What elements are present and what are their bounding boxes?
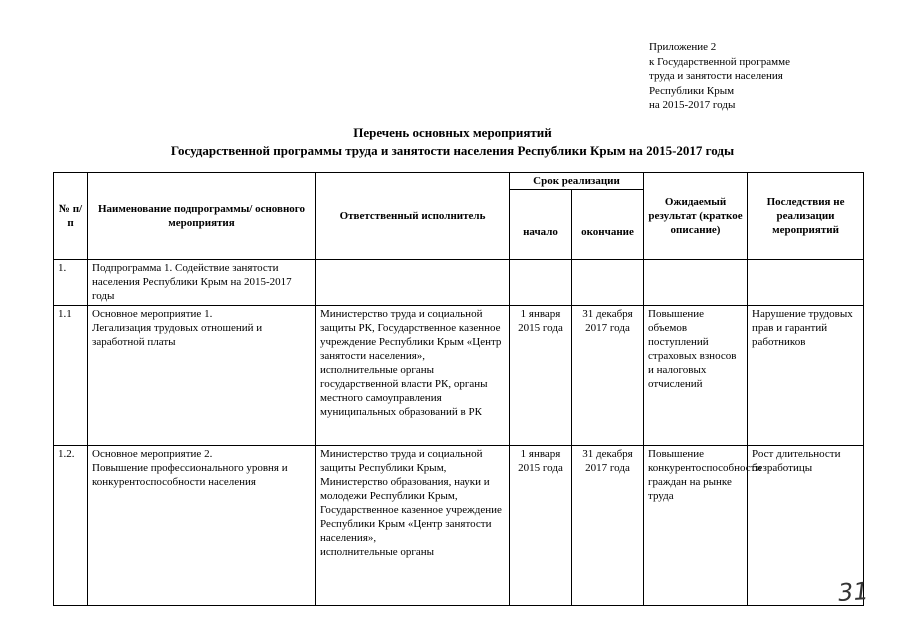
appendix-line: труда и занятости населения: [649, 70, 783, 82]
document-title: Перечень основных мероприятий: [353, 125, 552, 140]
row-name: Основное мероприятие 2. Повышение профессионального уровня и конкурентоспособности населения: [88, 446, 316, 606]
row-consequences: [748, 260, 864, 306]
row-start: 1 января 2015 года: [510, 306, 572, 446]
header-end: окончание: [572, 190, 644, 260]
row-end: 31 декабря 2017 года: [572, 306, 644, 446]
header-result: Ожидаемый результат (краткое описание): [644, 173, 748, 260]
row-num: 1.2.: [54, 446, 88, 606]
header-executor: Ответственный исполнитель: [316, 173, 510, 260]
row-executor: Министерство труда и социальной защиты РК, Государственное казенное учреждение Республики Крым «Центр занятости населения», исполнительные органы государственной власти РК, органы местного самоуправления муниципальных образований в РК: [316, 306, 510, 446]
row-result: Повышение конкурентоспособности граждан на рынке труда: [644, 446, 748, 606]
row-result: Повышение объемов поступлений страховых взносов и налоговых отчислений: [644, 306, 748, 446]
row-num: 1.1: [54, 306, 88, 446]
row-end: 31 декабря 2017 года: [572, 446, 644, 606]
row-consequences: Рост длительности безработицы: [748, 446, 864, 606]
row-executor: [316, 260, 510, 306]
table-row: [54, 446, 864, 606]
appendix-block: [649, 40, 790, 113]
row-start: [510, 260, 572, 306]
page-number: 31: [837, 576, 870, 608]
appendix-line: Приложение 2: [649, 41, 717, 53]
table-row: [54, 306, 864, 446]
appendix-line: Республики Крым: [649, 84, 735, 97]
header-start: начало: [510, 190, 572, 260]
row-result: [644, 260, 748, 306]
header-name: Наименование подпрограммы/ основного мероприятия: [88, 173, 316, 260]
row-consequences: Нарушение трудовых прав и гарантий работников: [748, 306, 864, 446]
row-start: 1 января 2015 года: [510, 446, 572, 606]
table-row: [54, 260, 864, 306]
row-name: Основное мероприятие 1. Легализация трудовых отношений и заработной платы: [88, 306, 316, 446]
row-num: 1.: [54, 260, 88, 306]
row-executor: Министерство труда и социальной защиты Республики Крым, Министерство образования, науки и молодежи Республики Крым, Государственное казенное учреждение Республики Крым «Центр занятости населения», исполнительные органы: [316, 446, 510, 606]
header-consequences: Последствия не реализации мероприятий: [748, 173, 864, 260]
document-subtitle: Государственной программы труда и занятости населения Республики Крым на 2015-2017 годы: [170, 143, 735, 158]
header-num: № п/п: [54, 173, 88, 260]
appendix-line: к Государственной программе: [649, 55, 790, 68]
appendix-line: на 2015-2017 годы: [649, 99, 736, 111]
row-name: Подпрограмма 1. Содействие занятости населения Республики Крым на 2015-2017 годы: [88, 260, 316, 306]
header-period: Срок реализации: [510, 173, 644, 190]
row-end: [572, 260, 644, 306]
measures-table: [53, 172, 864, 606]
